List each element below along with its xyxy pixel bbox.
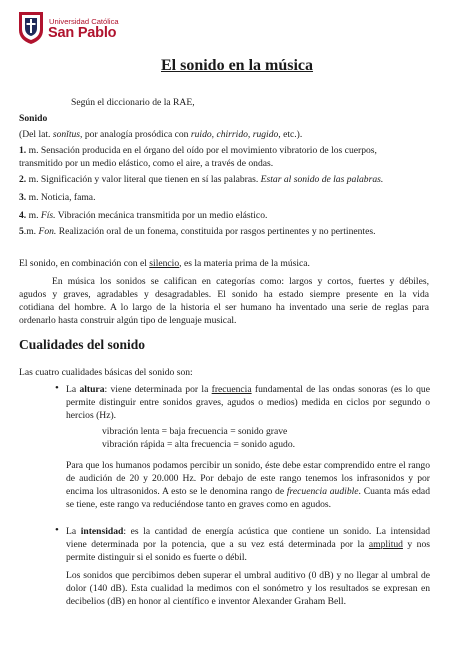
altura-line-1 bbox=[66, 383, 430, 396]
rae-def-2 bbox=[19, 173, 383, 186]
etym-text-b: , por analogía prosódica con bbox=[80, 129, 191, 140]
bullet-icon: • bbox=[55, 524, 59, 536]
def-text: m. Sensación producida en el órgano del oído por el movimiento vibratorio de los cuerpos, bbox=[26, 145, 377, 156]
def-field: Fon. bbox=[38, 226, 57, 237]
def-example: Estar al sonido de las palabras. bbox=[260, 174, 384, 185]
def-number: 5 bbox=[19, 226, 24, 237]
section-heading: Cualidades del sonido bbox=[19, 337, 146, 352]
intensidad-term: intensidad bbox=[80, 526, 124, 537]
silencio-link[interactable]: silencio bbox=[149, 258, 180, 269]
rae-def-4 bbox=[19, 209, 267, 222]
intro-paragraph-2-line-2: agudos y graves, agradables y desagradables. El sonido ha estado siempre presente en la vida bbox=[19, 289, 429, 300]
intensidad-line-1 bbox=[66, 525, 430, 538]
def-text: m. Noticia, fama. bbox=[26, 192, 96, 203]
def-text-a: .m. bbox=[23, 226, 39, 237]
rae-etymology bbox=[19, 128, 302, 141]
altura-example-1: vibración lenta = baja frecuencia = sonido grave bbox=[102, 426, 288, 437]
rae-def-1-cont: transmitido por un medio elástico, como el aire, a través de ondas. bbox=[19, 158, 274, 169]
def-text-a: m. bbox=[26, 210, 41, 221]
bullet-icon: • bbox=[55, 382, 59, 394]
altura-pre: La bbox=[66, 384, 80, 395]
altura-para-line-3 bbox=[66, 485, 430, 498]
def-number: 2. bbox=[19, 174, 27, 185]
etym-latin-word: sonĭtus bbox=[52, 129, 81, 140]
rae-intro: Según el diccionario de la RAE, bbox=[71, 97, 195, 108]
altura-para-line-2: de audición de 20 y 20.000 Hz. Por debajo de este rango tenemos los infrasonidos y por bbox=[66, 473, 430, 484]
intro-paragraph-2-line-4: ordenarlo hasta construir algún tipo de lenguaje musical. bbox=[19, 315, 237, 326]
def-field: Fís. bbox=[40, 210, 56, 221]
intensidad-text-a: : es la cantidad de energía acústica que contiene un sonido. La intensidad bbox=[123, 526, 430, 537]
etym-text-a: (Del lat. bbox=[19, 129, 53, 140]
section-lead: Las cuatro cualidades básicas del sonido son: bbox=[19, 367, 193, 378]
def-number: 1. bbox=[19, 145, 27, 156]
intensidad-para-line-2: dolor (140 dB). Esta cualidad la medimos con el sonómetro y los resultados se expresan en bbox=[66, 583, 430, 594]
intro-paragraph-2-line-1: En música los sonidos se califican en categorías como: largos y cortos, fuertes y débiles, bbox=[52, 276, 429, 287]
etym-text-c: , etc.). bbox=[278, 129, 303, 140]
logo-name: San Pablo bbox=[48, 25, 117, 41]
intensidad-text-a: viene determinada por la potencia, que a su vez está determinada por la bbox=[66, 539, 369, 550]
altura-para-text-a: encima los ultrasonidos. A esto se le denomina rango de bbox=[66, 486, 287, 497]
def-text-b: Vibración mecánica transmitida por un medio elástico. bbox=[55, 210, 268, 221]
altura-para-text-b: . Cuanta más edad bbox=[358, 486, 430, 497]
amplitud-link[interactable]: amplitud bbox=[368, 539, 403, 550]
def-number: 3. bbox=[19, 192, 27, 203]
altura-line-3: hercios (Hz). bbox=[66, 410, 117, 421]
altura-term: altura bbox=[79, 384, 105, 395]
altura-line-2: permite distinguir entre sonidos graves, agudos o medios) medida en ciclos por segundo o bbox=[66, 397, 430, 408]
page-title: El sonido en la música bbox=[160, 57, 314, 74]
frecuencia-audible-term: frecuencia audible bbox=[286, 486, 359, 497]
intro-text-a: El sonido, en combinación con el bbox=[19, 258, 150, 269]
intro-text-b: , es la materia prima de la música. bbox=[179, 258, 310, 269]
intensidad-line-2 bbox=[66, 538, 430, 551]
intensidad-text-b: y nos bbox=[402, 539, 431, 550]
frecuencia-link[interactable]: frecuencia bbox=[211, 384, 252, 395]
def-text-b: Realización oral de un fonema, constituida por rasgos pertinentes y no pertinentes. bbox=[56, 226, 376, 237]
intensidad-pre: La bbox=[66, 526, 81, 537]
logo-subtitle: Universidad Católica bbox=[49, 17, 119, 26]
university-shield-icon bbox=[17, 10, 45, 46]
etym-analogy-words: ruido, chirrido, rugido bbox=[190, 129, 279, 140]
altura-para-line-1: Para que los humanos podamos percibir un sonido, éste debe estar comprendido entre el rango bbox=[66, 460, 430, 471]
rae-def-3 bbox=[19, 191, 95, 204]
rae-def-1 bbox=[19, 144, 377, 157]
altura-text-a: : viene determinada por la bbox=[104, 384, 212, 395]
intensidad-para-line-1: Los sonidos que percibimos deben superar el umbral auditivo (0 dB) y no llegar al umbral de bbox=[66, 570, 430, 581]
intensidad-para-line-3: decibelios (dB) en honor al científico e inventor Alexander Graham Bell. bbox=[66, 596, 346, 607]
university-logo bbox=[17, 10, 137, 46]
intensidad-line-3: permite distinguir si el sonido es fuerte o débil. bbox=[66, 552, 247, 563]
rae-def-5 bbox=[19, 225, 376, 238]
altura-text-b: fundamental de las ondas sonoras (es lo que bbox=[251, 384, 430, 395]
altura-example-2: vibración rápida = alta frecuencia = sonido agudo. bbox=[102, 439, 296, 450]
intro-paragraph-2-line-3: cotidiana del hombre. A lo largo de la historia el ser humano ha inventado una serie de reglas para bbox=[19, 302, 429, 313]
intro-paragraph-1 bbox=[19, 257, 310, 270]
def-text: m. Significación y valor literal que tienen en sí las palabras. bbox=[26, 174, 261, 185]
rae-headword: Sonido bbox=[19, 113, 48, 124]
def-number: 4. bbox=[19, 210, 27, 221]
altura-para-line-4: se tiene, este rango va reduciéndose tanto en graves como en agudos. bbox=[66, 499, 332, 510]
